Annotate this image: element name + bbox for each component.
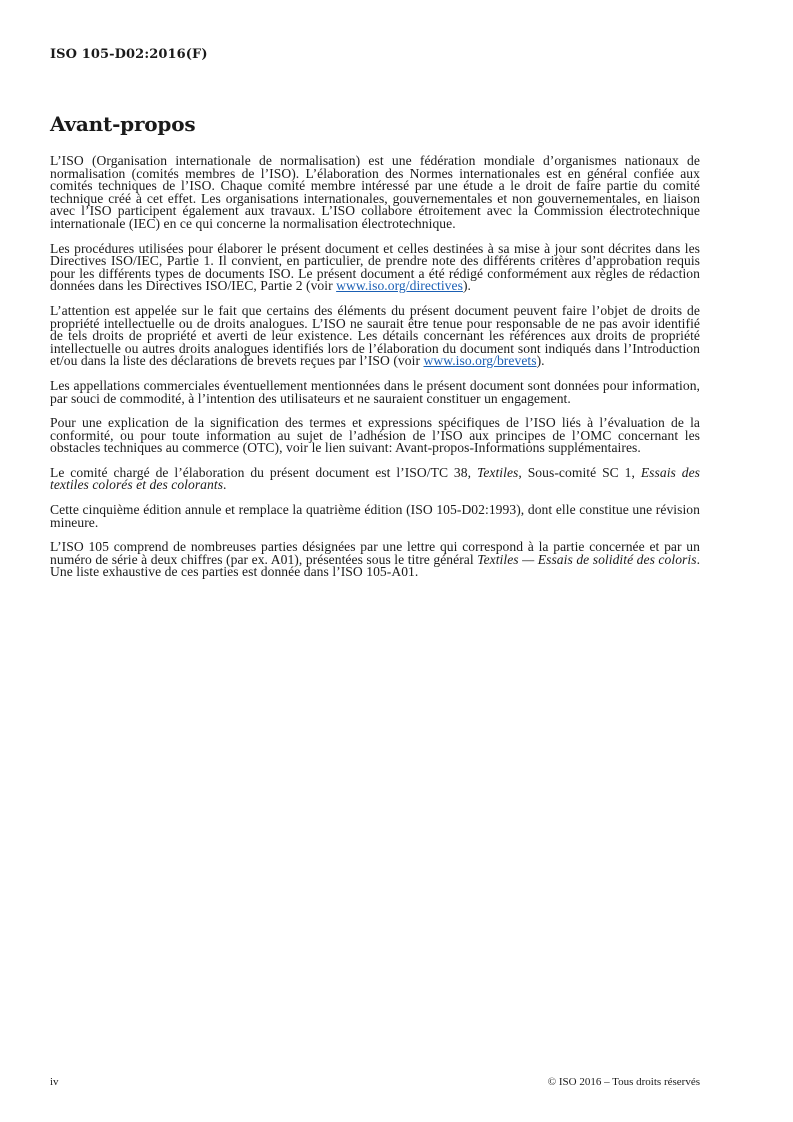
series-title: Textiles — Essais de solidité des coloris bbox=[477, 551, 697, 567]
copyright-notice: © ISO 2016 – Tous droits réservés bbox=[547, 1076, 700, 1088]
paragraph-text: ). bbox=[462, 278, 471, 294]
page-title: Avant-propos bbox=[50, 112, 196, 136]
directives-link[interactable]: www.iso.org/directives bbox=[336, 278, 463, 294]
paragraph-text: . Une liste exhaustive de ces parties est donnée dans l’ISO 105-A01. bbox=[50, 551, 701, 580]
paragraph-procedures bbox=[50, 240, 700, 294]
committee-name: Textiles bbox=[476, 464, 519, 480]
subcommittee-name: Essais des textiles colorés et des colorants bbox=[50, 464, 700, 493]
paragraph-patent-rights bbox=[50, 302, 700, 369]
paragraph-committee bbox=[50, 464, 700, 493]
paragraph-text: Les procédures utilisées pour élaborer le présent document et celles destinées à sa mise à jour sont décrites dans les Directives ISO/IEC, Partie 1. Il convient, en particulier, de prendre note des différents critères d’approbation requis pour les différents types de documents ISO. Le présent document a été rédigé conformément aux règles de rédaction données dans les Directives ISO/IEC, Partie 2 (voir bbox=[50, 240, 700, 294]
paragraph-text: Le comité chargé de l’élaboration du présent document est l’ISO/TC 38, bbox=[50, 464, 477, 480]
paragraph-edition: Cette cinquième édition annule et remplace la quatrième édition (ISO 105-D02:1993), dont elle constitue une révision mineure. bbox=[50, 502, 700, 530]
paragraph-trade-names: Les appellations commerciales éventuellement mentionnées dans le présent document sont données pour information, par souci de commodité, à l’intention des utilisateurs et ne sauraient constituer un engagement. bbox=[50, 377, 700, 406]
page-number: iv bbox=[50, 1076, 59, 1088]
paragraph-text: . bbox=[223, 477, 227, 493]
paragraph-parts bbox=[50, 541, 700, 579]
paragraph-text: L’attention est appelée sur le fait que certains des éléments du présent document peuvent faire l’objet de droits de propriété intellectuelle ou de droits analogues. L’ISO ne saurait être tenue pour responsable de ne pas avoir identifié de tels droits de propriété et averti de leur existence. Les détails concernant les références aux droits de propriété intellectuelle ou autres droits analogues identifiés lors de l’élaboration du document sont indiqués dans l’Introduction et/ou dans la liste des déclarations de brevets reçues par l’ISO (voir bbox=[50, 302, 700, 369]
patents-link[interactable]: www.iso.org/brevets bbox=[423, 353, 537, 369]
paragraph-iso-organisation: L’ISO (Organisation internationale de normalisation) est une fédération mondiale d’organismes nationaux de normalisation (comités membres de l’ISO). L’élaboration des Normes internationales est en général confiée aux comités techniques de l’ISO. Chaque comité membre intéressé par une étude a le droit de faire partie du comité technique créé à cet effet. Les organisations internationales, gouvernementales et non gouvernementales, en liaison avec l’ISO participent également aux travaux. L’ISO collabore étroitement avec la Commission électrotechnique internationale (IEC) en ce qui concerne la normalisation électrotechnique. bbox=[50, 153, 700, 231]
document-header: ISO 105-D02:2016(F) bbox=[50, 47, 208, 62]
paragraph-text: ). bbox=[536, 353, 545, 369]
paragraph-text: , Sous-comité SC 1, bbox=[518, 464, 641, 480]
paragraph-text: L’ISO 105 comprend de nombreuses parties désignées par une lettre qui correspond à la partie concernée et par un numéro de série à deux chiffres (par ex. A01), présentées sous le titre général bbox=[50, 539, 700, 567]
document-body bbox=[50, 155, 700, 591]
paragraph-conformity: Pour une explication de la signification des termes et expressions spécifiques de l’ISO liés à l’évaluation de la conformité, ou pour toute information au sujet de l’adhésion de l’ISO aux principes de l’OMC concernant les obstacles techniques au commerce (OTC), voir le lien suivant: Avant-propos-Informations supplémentaires. bbox=[50, 415, 700, 456]
